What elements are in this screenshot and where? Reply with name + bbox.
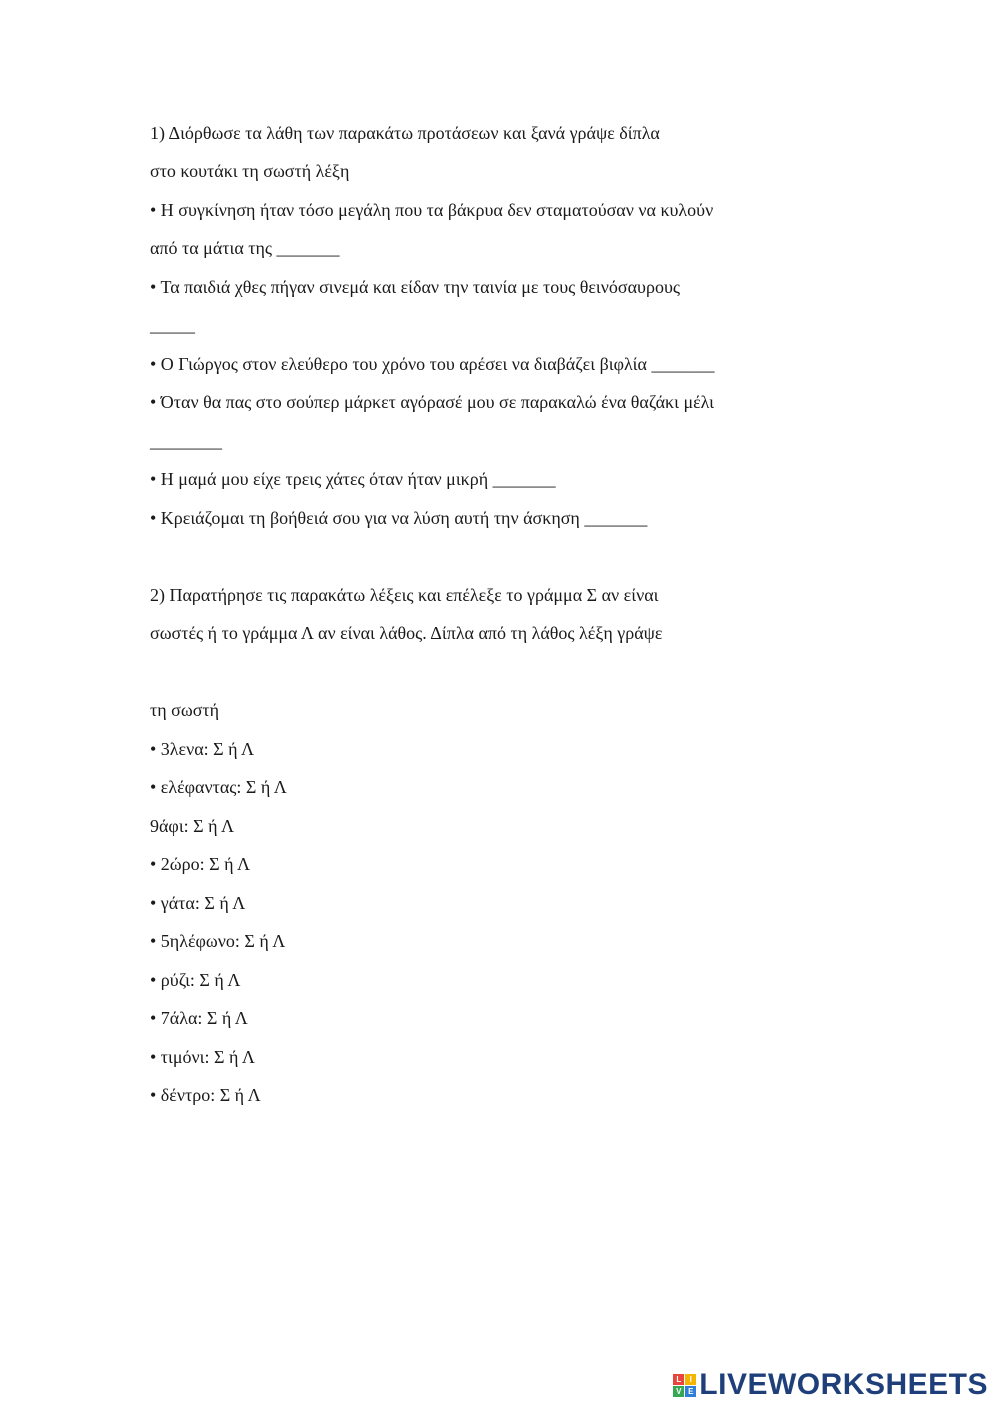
word-item[interactable]: • ρύζι: Σ ή Λ bbox=[150, 970, 241, 990]
logo-text: LIVEWORKSHEETS bbox=[699, 1368, 988, 1401]
liveworksheets-logo bbox=[673, 1368, 988, 1402]
word-item[interactable]: • δέντρο: Σ ή Λ bbox=[150, 1085, 261, 1105]
exercise1-item2-line1: • Τα παιδιά χθες πήγαν σινεμά και είδαν την ταινία με τους θεινόσαυρους bbox=[150, 277, 680, 297]
word-item[interactable]: • 2ώρο: Σ ή Λ bbox=[150, 854, 251, 874]
logo-letter: I bbox=[685, 1374, 696, 1385]
word-item[interactable]: 9άφι: Σ ή Λ bbox=[150, 816, 235, 836]
exercise1-title-line1: 1) Διόρθωσε τα λάθη των παρακάτω προτάσεων και ξανά γράψε δίπλα bbox=[150, 123, 660, 143]
exercise1-item1-line1: • Η συγκίνηση ήταν τόσο μεγάλη που τα βάκρυα δεν σταματούσαν να κυλούν bbox=[150, 200, 714, 220]
logo-mark-icon bbox=[673, 1374, 696, 1397]
exercise2-title-line1: 2) Παρατήρησε τις παρακάτω λέξεις και επέλεξε το γράμμα Σ αν είναι bbox=[150, 585, 659, 605]
exercise1-item6[interactable]: • Κρειάζομαι τη βοήθειά σου για να λύση αυτή την άσκηση _______ bbox=[150, 508, 648, 528]
word-item[interactable]: • 5ηλέφωνο: Σ ή Λ bbox=[150, 931, 286, 951]
exercise1-title-line2: στο κουτάκι τη σωστή λέξη bbox=[150, 161, 350, 181]
exercise2-title-line2: σωστές ή το γράμμα Λ αν είναι λάθος. Δίπλα από τη λάθος λέξη γράψε bbox=[150, 623, 663, 643]
exercise1-item4-blank[interactable]: ________ bbox=[150, 431, 222, 451]
exercise1-item3[interactable]: • Ο Γιώργος στον ελεύθερο του χρόνο του αρέσει να διαβάζει βιφλία _______ bbox=[150, 354, 715, 374]
logo-letter: L bbox=[673, 1374, 684, 1385]
word-item[interactable]: • τιμόνι: Σ ή Λ bbox=[150, 1047, 255, 1067]
word-item[interactable]: • 3λενα: Σ ή Λ bbox=[150, 739, 255, 759]
exercise1-item5[interactable]: • Η μαμά μου είχε τρεις χάτες όταν ήταν μικρή _______ bbox=[150, 469, 556, 489]
logo-letter: E bbox=[685, 1386, 696, 1397]
exercise1-item4-line1: • Όταν θα πας στο σούπερ μάρκετ αγόρασέ μου σε παρακαλώ ένα θαζάκι μέλι bbox=[150, 392, 715, 412]
logo-letter: V bbox=[673, 1386, 684, 1397]
exercise1-item2-blank[interactable]: _____ bbox=[150, 315, 195, 335]
exercise2-title-line3: τη σωστή bbox=[150, 700, 220, 720]
word-item[interactable]: • γάτα: Σ ή Λ bbox=[150, 893, 246, 913]
word-item[interactable]: • 7άλα: Σ ή Λ bbox=[150, 1008, 248, 1028]
word-item[interactable]: • ελέφαντας: Σ ή Λ bbox=[150, 777, 287, 797]
exercise1-item1-line2[interactable]: από τα μάτια της _______ bbox=[150, 238, 340, 258]
